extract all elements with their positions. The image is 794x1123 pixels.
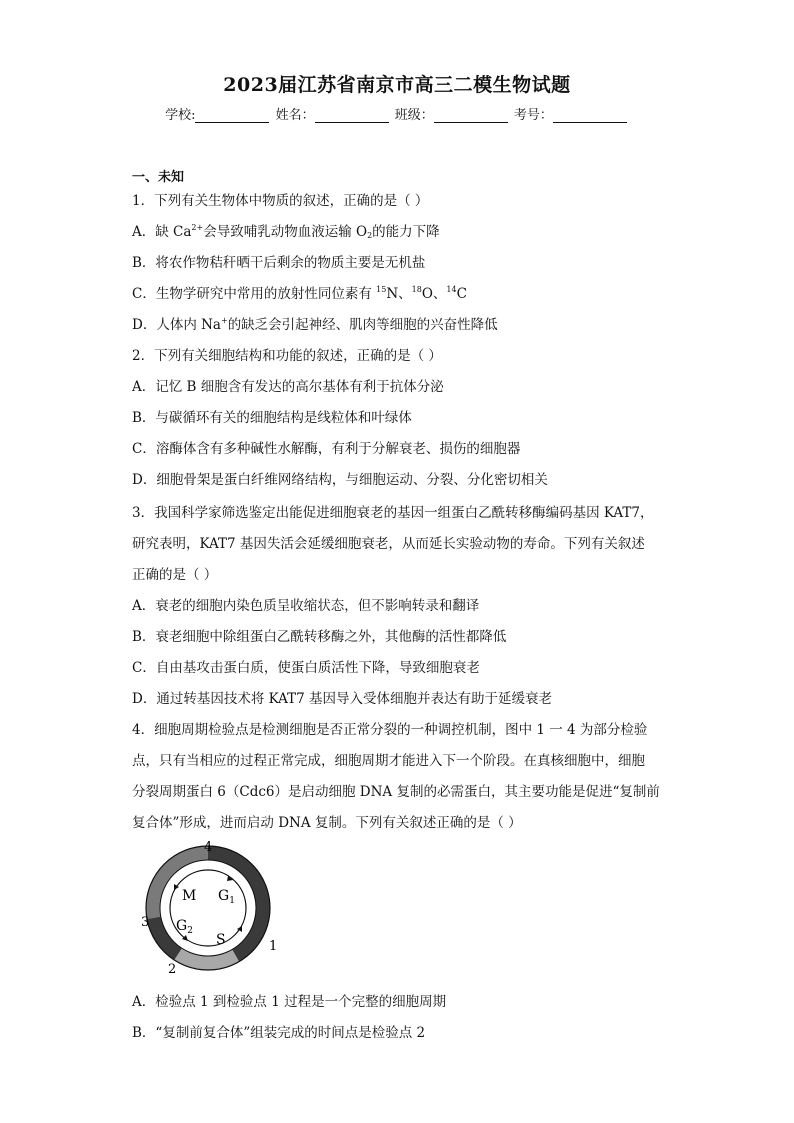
phase-g2-label: $G_2$: [176, 918, 193, 936]
q3-option-c: C．自由基攻击蛋白质，使蛋白质活性下降，导致细胞衰老: [132, 660, 480, 676]
cycle-ring-g2: [154, 918, 178, 954]
cycle-arrow-circle: [170, 870, 246, 946]
exam-number-label: 考号：: [513, 108, 553, 123]
q3-option-a: A．衰老的细胞内染色质呈收缩状态，但不影响转录和翻译: [132, 598, 480, 614]
phase-g1-label: $G_1$: [218, 888, 235, 906]
class-blank[interactable]: [434, 110, 508, 123]
phase-s-label: S: [216, 932, 226, 948]
name-blank[interactable]: [315, 110, 389, 123]
school-label: 学校:: [165, 108, 196, 123]
cell-cycle-diagram: [128, 838, 288, 978]
q4-stem-line2: 点，只有当相应的过程正常完成，细胞周期才能进入下一个阶段。在真核细胞中，细胞: [132, 753, 645, 769]
checkpoint-1-label: 1: [269, 939, 278, 954]
q2-option-c: C．溶酶体含有多种碱性水解酶，有利于分解衰老、损伤的细胞器: [132, 441, 521, 457]
section-heading: 一、未知: [132, 170, 185, 185]
school-blank[interactable]: [195, 110, 269, 123]
checkpoint-3-label: 3: [141, 915, 150, 930]
q3-stem-line3: 正确的是（ ）: [132, 567, 218, 583]
q2-option-a: A．记忆 B 细胞含有发达的高尔基体有利于抗体分泌: [132, 379, 444, 395]
cycle-inner-border: [160, 860, 256, 956]
q1-option-d: D．人体内 Na+的缺乏会引起神经、肌肉等细胞的兴奋性降低: [132, 316, 498, 333]
q3-stem-line1: 3．我国科学家筛选鉴定出能促进细胞衰老的基因一组蛋白乙酰转移酶编码基因 KAT7，: [132, 505, 654, 521]
checkpoint-2-label: 2: [168, 962, 177, 977]
class-label: 班级：: [394, 108, 434, 123]
page-title: 2023届江苏省南京市高三二模生物试题: [223, 74, 571, 96]
q4-option-a: A．检验点 1 到检验点 1 过程是一个完整的细胞周期: [132, 994, 447, 1010]
cycle-ring-m: [153, 853, 208, 918]
q1-option-b: B．将农作物秸秆晒干后剩余的物质主要是无机盐: [132, 255, 426, 271]
name-label: 姓名：: [275, 108, 315, 123]
q4-stem-line4: 复合体”形成，进而启动 DNA 复制。下列有关叙述正确的是（ ）: [132, 815, 522, 831]
phase-m-label: M: [182, 888, 197, 904]
exam-number-blank[interactable]: [553, 110, 627, 123]
q1-option-c: C．生物学研究中常用的放射性同位素有 $^{15}$N、$^{18}$O、$^{14}$C: [132, 285, 467, 302]
q3-stem-line2: 研究表明，KAT7 基因失活会延缓细胞衰老，从而延长实验动物的寿命。下列有关叙述: [132, 536, 645, 552]
student-info-row: [0, 104, 794, 123]
q2-stem: 2．下列有关细胞结构和功能的叙述，正确的是（ ）: [132, 348, 442, 364]
q2-option-d: D．细胞骨架是蛋白纤维网络结构，与细胞运动、分裂、分化密切相关: [132, 472, 548, 488]
q3-option-d: D．通过转基因技术将 KAT7 基因导入受体细胞并表达有助于延缓衰老: [132, 691, 553, 707]
q4-stem-line3: 分裂周期蛋白 6（Cdc6）是启动细胞 DNA 复制的必需蛋白，其主要功能是促进“复制前: [132, 784, 660, 800]
q1-option-a: A．缺 $Ca^{2+}$会导致哺乳动物血液运输 $O_2$的能力下降: [132, 223, 440, 240]
q4-stem-line1: 4．细胞周期检验点是检测细胞是否正常分裂的一种调控机制，图中 1 一 4 为部分检验: [132, 722, 648, 738]
q1-stem: 1．下列有关生物体中物质的叙述，正确的是（ ）: [132, 193, 429, 209]
checkpoint-4-label: 4: [204, 840, 213, 855]
q2-option-b: B．与碳循环有关的细胞结构是线粒体和叶绿体: [132, 410, 412, 426]
q3-option-b: B．衰老细胞中除组蛋白乙酰转移酶之外，其他酶的活性都降低: [132, 629, 507, 645]
cycle-ring-s: [178, 954, 236, 963]
q4-option-b: B．“复制前复合体”组装完成的时间点是检验点 2: [132, 1025, 426, 1041]
